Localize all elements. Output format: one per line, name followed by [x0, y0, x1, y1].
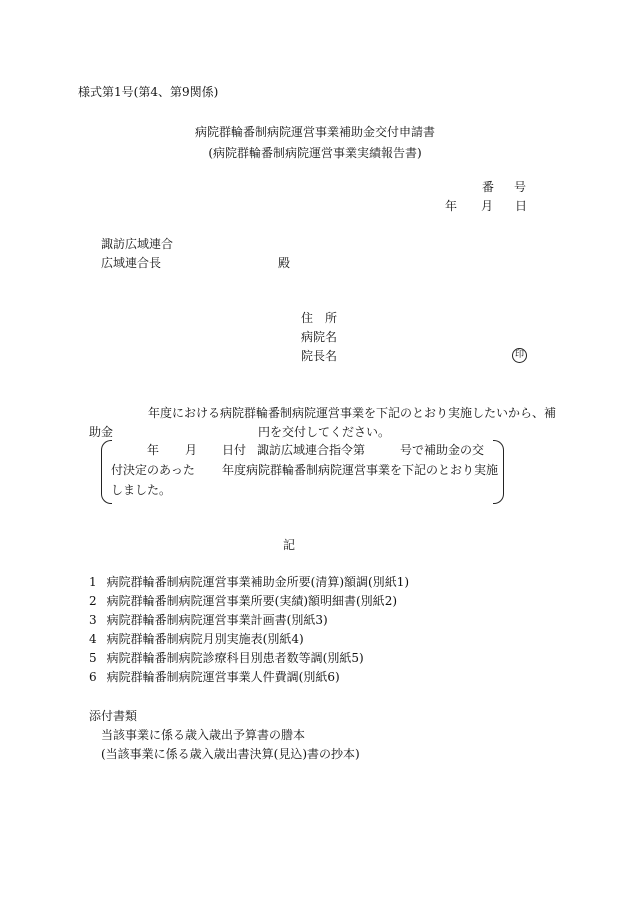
list-item [89, 614, 328, 626]
item-number: 3 [89, 613, 97, 627]
document-title: 病院群輪番制病院運営事業補助金交付申請書 [194, 125, 435, 139]
item-text: 病院群輪番制病院診療科目別患者数等調(別紙5) [106, 651, 364, 665]
applicant-hospital-label: 病院名 [301, 330, 338, 344]
ki-heading: 記 [283, 538, 296, 552]
list-item [89, 576, 409, 588]
list-item [89, 633, 304, 645]
item-text: 病院群輪番制病院月別実施表(別紙4) [106, 632, 304, 646]
addressee-title: 広域連合長 [101, 256, 162, 270]
attachments-heading: 添付書類 [89, 709, 138, 723]
list-item [89, 671, 340, 683]
alt-year-label: 年 [147, 443, 160, 457]
date-month-label: 月 [481, 199, 494, 213]
item-number: 2 [89, 594, 97, 608]
alt-line-3: しました。 [111, 483, 172, 497]
body-line-1: 年度における病院群輪番制病院運営事業を下記のとおり実施したいから、補 [148, 406, 557, 420]
ref-number-label-a: 番 [482, 180, 495, 194]
item-text: 病院群輪番制病院運営事業補助金所要(清算)額調(別紙1) [106, 575, 410, 589]
addressee-org: 諏訪広域連合 [101, 237, 174, 251]
item-number: 6 [89, 670, 97, 684]
item-text: 病院群輪番制病院運営事業計画書(別紙3) [106, 613, 328, 627]
attachment-line-2: (当該事業に係る歳入歳出書決算(見込)書の抄本) [101, 747, 360, 761]
form-number: 様式第1号(第4、第9関係) [78, 85, 219, 99]
applicant-address-label-b: 所 [325, 311, 338, 325]
date-day-label: 日 [515, 199, 528, 213]
alt-line-2-start: 付決定のあった [111, 463, 195, 477]
list-item [89, 595, 397, 607]
body-line-2-start: 助金 [89, 425, 114, 439]
date-year-label: 年 [445, 199, 458, 213]
document-subtitle: (病院群輪番制病院運営事業実績報告書) [208, 146, 422, 160]
applicant-address-label-a: 住 [301, 311, 314, 325]
ref-number-label-b: 号 [514, 180, 527, 194]
item-number: 1 [89, 575, 97, 589]
alt-line-2-end: 年度病院群輪番制病院運営事業を下記のとおり実施 [222, 463, 499, 477]
alt-date-label: 日付 [222, 443, 247, 457]
applicant-director-label: 院長名 [301, 349, 338, 363]
alt-notice-label: 号で補助金の交 [400, 443, 485, 457]
item-text: 病院群輪番制病院運営事業所要(実績)額明細書(別紙2) [106, 594, 398, 608]
item-text: 病院群輪番制病院運営事業人件費調(別紙6) [106, 670, 340, 684]
seal-mark: 印 [512, 348, 527, 363]
list-item [89, 652, 364, 664]
attachment-line-1: 当該事業に係る歳入歳出予算書の謄本 [101, 728, 306, 742]
addressee-honorific: 殿 [278, 256, 291, 270]
alt-directive-label: 諏訪広域連合指令第 [257, 443, 366, 457]
alt-month-label: 月 [185, 443, 198, 457]
item-number: 4 [89, 632, 97, 646]
body-line-2-end: 円を交付してください。 [258, 425, 391, 439]
item-number: 5 [89, 651, 97, 665]
